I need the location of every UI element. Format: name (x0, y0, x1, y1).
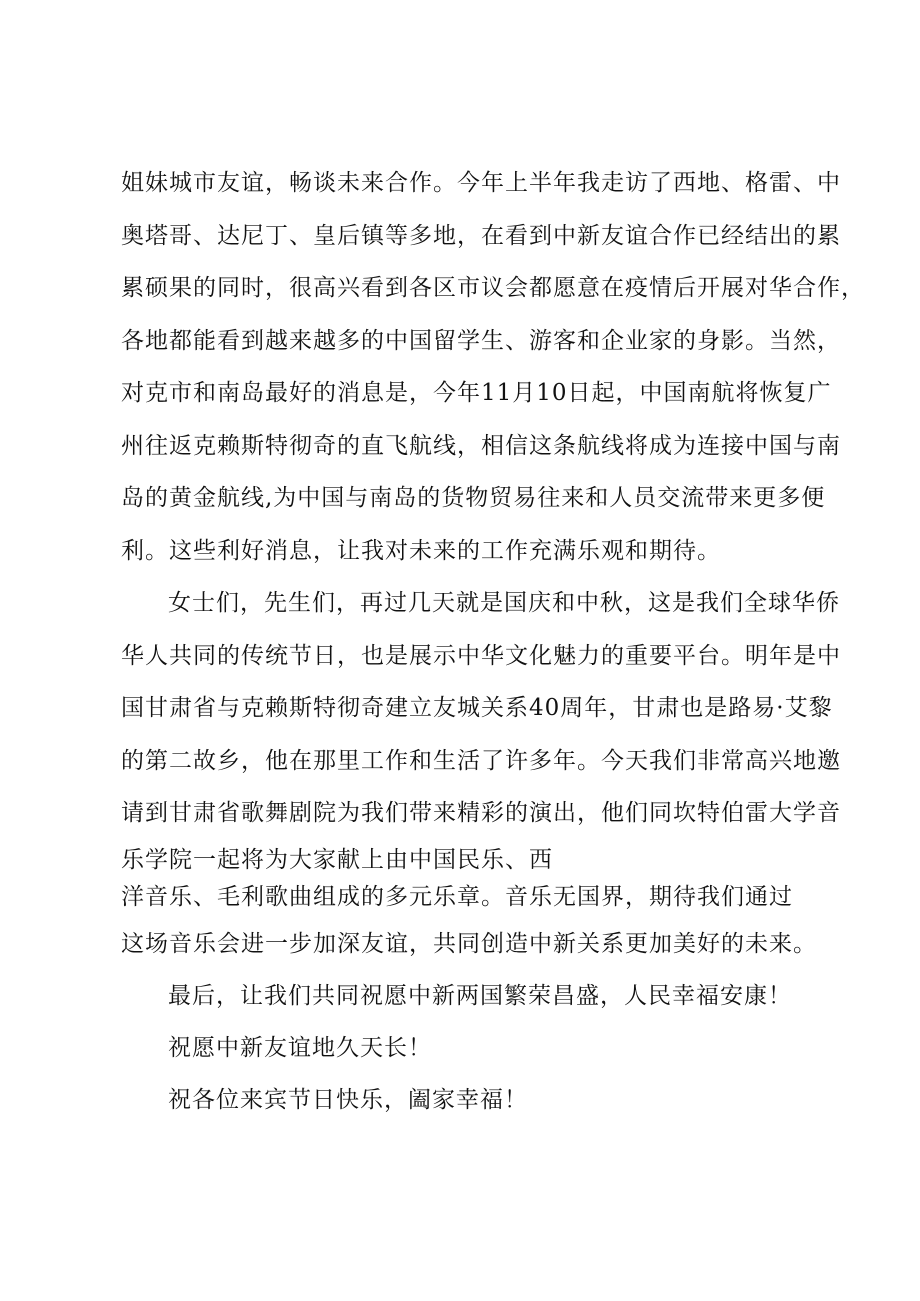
text-line: 对克市和南岛最好的消息是，今年11月10日起，中国南航将恢复广 (121, 380, 832, 406)
text-line: 岛的黄金航线,为中国与南岛的货物贸易往来和人员交流带来更多便 (121, 485, 826, 511)
text-line: 乐学院一起将为大家献上由中国民乐、西 (121, 847, 553, 873)
text-line: 国甘肃省与克赖斯特彻奇建立友城关系40周年，甘肃也是路易·艾黎 (121, 695, 833, 721)
text-line: 洋音乐、毛利歌曲组成的多元乐章。音乐无国界，期待我们通过 (121, 884, 793, 910)
text-line: 累硕果的同时，很高兴看到各区市议会都愿意在疫情后开展对华合作， (121, 275, 865, 301)
text-line: 州往返克赖斯特彻奇的直飞航线，相信这条航线将成为连接中国与南 (121, 433, 841, 459)
text-line: 奥塔哥、达尼丁、皇后镇等多地，在看到中新友谊合作已经结出的累 (121, 223, 841, 249)
text-line: 各地都能看到越来越多的中国留学生、游客和企业家的身影。当然， (121, 328, 841, 354)
closing-line: 祝各位来宾节日快乐，阖家幸福！ (168, 1087, 528, 1113)
closing-line: 祝愿中新友谊地久天长！ (168, 1035, 432, 1061)
text-line: 的第二故乡，他在那里工作和生活了许多年。今天我们非常高兴地邀 (121, 748, 841, 774)
text-line: 华人共同的传统节日，也是展示中华文化魅力的重要平台。明年是中 (121, 643, 841, 669)
text-line: 请到甘肃省歌舞剧院为我们带来精彩的演出，他们同坎特伯雷大学音 (121, 800, 841, 826)
text-line: 利。这些利好消息，让我对未来的工作充满乐观和期待。 (121, 538, 721, 564)
text-line: 姐妹城市友谊，畅谈未来合作。今年上半年我走访了西地、格雷、中 (121, 170, 841, 196)
paragraph-start-line: 女士们，先生们，再过几天就是国庆和中秋，这是我们全球华侨 (168, 590, 840, 616)
text-line: 这场音乐会进一步加深友谊，共同创造中新关系更加美好的未来。 (121, 931, 817, 957)
closing-line: 最后，让我们共同祝愿中新两国繁荣昌盛，人民幸福安康！ (168, 983, 792, 1009)
